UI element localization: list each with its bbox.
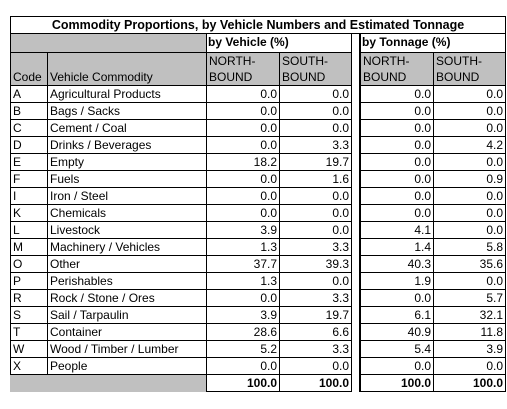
- commodity-cell: Sail / Tarpaulin: [47, 307, 206, 324]
- header-line: SOUTH-: [436, 54, 482, 68]
- tonnage-southbound-cell: 0.0: [433, 120, 506, 137]
- tonnage-northbound-cell: 0.0: [360, 358, 433, 375]
- tonnage-northbound-cell: 40.9: [360, 324, 433, 341]
- commodity-cell: Drinks / Beverages: [47, 137, 206, 154]
- code-cell: I: [10, 188, 47, 205]
- tonnage-northbound-cell: 6.1: [360, 307, 433, 324]
- total-tonnage-southbound: 100.0: [433, 375, 506, 392]
- header-line: BOUND: [282, 70, 326, 84]
- commodity-cell: People: [47, 358, 206, 375]
- vehicle-northbound-cell: 28.6: [206, 324, 279, 341]
- vehicle-southbound-cell: 19.7: [279, 307, 352, 324]
- tonnage-southbound-cell: 11.8: [433, 324, 506, 341]
- tonnage-southbound-cell: 0.0: [433, 222, 506, 239]
- commodity-cell: Iron / Steel: [47, 188, 206, 205]
- vehicle-northbound-cell: 0.0: [206, 188, 279, 205]
- code-cell: P: [10, 273, 47, 290]
- header-code: Code: [10, 52, 47, 86]
- code-cell: B: [10, 103, 47, 120]
- vehicle-northbound-cell: 0.0: [206, 290, 279, 307]
- tonnage-northbound-cell: 40.3: [360, 256, 433, 273]
- vehicle-northbound-cell: 0.0: [206, 86, 279, 103]
- table-row: [10, 154, 506, 171]
- title-row: [10, 16, 506, 34]
- header-commodity: Vehicle Commodity: [47, 52, 206, 86]
- vehicle-northbound-cell: 0.0: [206, 358, 279, 375]
- vehicle-southbound-cell: 3.3: [279, 239, 352, 256]
- group-separator: [351, 34, 360, 392]
- tonnage-northbound-cell: 1.9: [360, 273, 433, 290]
- table-row: [10, 358, 506, 375]
- commodity-cell: Container: [47, 324, 206, 341]
- table-row: [10, 256, 506, 273]
- vehicle-southbound-cell: 19.7: [279, 154, 352, 171]
- group-header-row: [10, 34, 506, 52]
- vehicle-southbound-cell: 3.3: [279, 341, 352, 358]
- totals-row: [10, 375, 506, 392]
- tonnage-northbound-cell: 5.4: [360, 341, 433, 358]
- header-line: NORTH-: [363, 54, 410, 68]
- commodity-cell: Machinery / Vehicles: [47, 239, 206, 256]
- vehicle-southbound-cell: 3.3: [279, 137, 352, 154]
- tonnage-northbound-cell: 0.0: [360, 171, 433, 188]
- group-header-by-tonnage: by Tonnage (%): [360, 34, 506, 52]
- group-header-blank: [10, 34, 206, 52]
- vehicle-northbound-cell: 3.9: [206, 307, 279, 324]
- vehicle-northbound-cell: 5.2: [206, 341, 279, 358]
- code-cell: W: [10, 341, 47, 358]
- header-vehicle-northbound: [206, 52, 279, 86]
- code-cell: T: [10, 324, 47, 341]
- header-line: NORTH-: [209, 54, 256, 68]
- tonnage-southbound-cell: 0.0: [433, 205, 506, 222]
- vehicle-southbound-cell: 0.0: [279, 103, 352, 120]
- code-cell: R: [10, 290, 47, 307]
- header-tonnage-southbound: [433, 52, 506, 86]
- vehicle-northbound-cell: 0.0: [206, 103, 279, 120]
- commodity-cell: Empty: [47, 154, 206, 171]
- header-line: SOUTH-: [282, 54, 328, 68]
- tonnage-northbound-cell: 4.1: [360, 222, 433, 239]
- tonnage-northbound-cell: 0.0: [360, 290, 433, 307]
- column-header-row: [10, 52, 506, 86]
- header-line: BOUND: [436, 70, 480, 84]
- code-cell: C: [10, 120, 47, 137]
- code-cell: X: [10, 358, 47, 375]
- code-cell: S: [10, 307, 47, 324]
- commodity-cell: Other: [47, 256, 206, 273]
- table-row: [10, 273, 506, 290]
- table-row: [10, 290, 506, 307]
- vehicle-northbound-cell: 0.0: [206, 171, 279, 188]
- vehicle-northbound-cell: 3.9: [206, 222, 279, 239]
- vehicle-southbound-cell: 1.6: [279, 171, 352, 188]
- tonnage-southbound-cell: 5.7: [433, 290, 506, 307]
- vehicle-southbound-cell: 39.3: [279, 256, 352, 273]
- commodity-cell: Cement / Coal: [47, 120, 206, 137]
- vehicle-northbound-cell: 0.0: [206, 120, 279, 137]
- commodity-cell: Wood / Timber / Lumber: [47, 341, 206, 358]
- table-row: [10, 222, 506, 239]
- tonnage-southbound-cell: 4.2: [433, 137, 506, 154]
- tonnage-southbound-cell: 0.0: [433, 86, 506, 103]
- vehicle-northbound-cell: 18.2: [206, 154, 279, 171]
- header-vehicle-southbound: [279, 52, 352, 86]
- commodity-cell: Agricultural Products: [47, 86, 206, 103]
- code-cell: K: [10, 205, 47, 222]
- vehicle-southbound-cell: 0.0: [279, 205, 352, 222]
- tonnage-southbound-cell: 0.0: [433, 103, 506, 120]
- table-row: [10, 86, 506, 103]
- tonnage-northbound-cell: 0.0: [360, 205, 433, 222]
- total-vehicle-northbound: 100.0: [206, 375, 279, 392]
- tonnage-southbound-cell: 5.8: [433, 239, 506, 256]
- commodity-cell: Perishables: [47, 273, 206, 290]
- code-cell: L: [10, 222, 47, 239]
- header-line: BOUND: [363, 70, 407, 84]
- commodity-cell: Fuels: [47, 171, 206, 188]
- table-row: [10, 171, 506, 188]
- vehicle-northbound-cell: 0.0: [206, 137, 279, 154]
- tonnage-southbound-cell: 32.1: [433, 307, 506, 324]
- vehicle-southbound-cell: 6.6: [279, 324, 352, 341]
- vehicle-southbound-cell: 0.0: [279, 86, 352, 103]
- totals-blank: [10, 375, 206, 392]
- tonnage-northbound-cell: 0.0: [360, 103, 433, 120]
- tonnage-northbound-cell: 0.0: [360, 188, 433, 205]
- tonnage-southbound-cell: 0.0: [433, 273, 506, 290]
- commodity-cell: Chemicals: [47, 205, 206, 222]
- vehicle-southbound-cell: 0.0: [279, 120, 352, 137]
- table-title: Commodity Proportions, by Vehicle Numbers and Estimated Tonnage: [10, 16, 506, 34]
- vehicle-northbound-cell: 0.0: [206, 205, 279, 222]
- commodity-cell: Livestock: [47, 222, 206, 239]
- vehicle-southbound-cell: 0.0: [279, 358, 352, 375]
- vehicle-northbound-cell: 1.3: [206, 273, 279, 290]
- table-row: [10, 188, 506, 205]
- total-tonnage-northbound: 100.0: [360, 375, 433, 392]
- tonnage-southbound-cell: 3.9: [433, 341, 506, 358]
- tonnage-northbound-cell: 0.0: [360, 137, 433, 154]
- table-row: [10, 103, 506, 120]
- commodity-cell: Rock / Stone / Ores: [47, 290, 206, 307]
- code-cell: F: [10, 171, 47, 188]
- header-line: BOUND: [209, 70, 253, 84]
- vehicle-southbound-cell: 0.0: [279, 222, 352, 239]
- tonnage-southbound-cell: 0.9: [433, 171, 506, 188]
- table-row: [10, 307, 506, 324]
- tonnage-northbound-cell: 0.0: [360, 86, 433, 103]
- tonnage-southbound-cell: 0.0: [433, 188, 506, 205]
- vehicle-northbound-cell: 37.7: [206, 256, 279, 273]
- vehicle-southbound-cell: 3.3: [279, 290, 352, 307]
- tonnage-southbound-cell: 0.0: [433, 358, 506, 375]
- code-cell: O: [10, 256, 47, 273]
- tonnage-northbound-cell: 1.4: [360, 239, 433, 256]
- vehicle-northbound-cell: 1.3: [206, 239, 279, 256]
- vehicle-southbound-cell: 0.0: [279, 273, 352, 290]
- code-cell: D: [10, 137, 47, 154]
- table-row: [10, 205, 506, 222]
- vehicle-southbound-cell: 0.0: [279, 188, 352, 205]
- tonnage-southbound-cell: 35.6: [433, 256, 506, 273]
- total-vehicle-southbound: 100.0: [279, 375, 352, 392]
- tonnage-northbound-cell: 0.0: [360, 154, 433, 171]
- table-row: [10, 137, 506, 154]
- tonnage-southbound-cell: 0.0: [433, 154, 506, 171]
- tonnage-northbound-cell: 0.0: [360, 120, 433, 137]
- table-row: [10, 324, 506, 341]
- code-cell: E: [10, 154, 47, 171]
- commodity-cell: Bags / Sacks: [47, 103, 206, 120]
- table-row: [10, 239, 506, 256]
- commodity-table: [10, 16, 506, 391]
- table-row: [10, 120, 506, 137]
- code-cell: M: [10, 239, 47, 256]
- group-header-by-vehicle: by Vehicle (%): [206, 34, 352, 52]
- code-cell: A: [10, 86, 47, 103]
- table-row: [10, 341, 506, 358]
- header-tonnage-northbound: [360, 52, 433, 86]
